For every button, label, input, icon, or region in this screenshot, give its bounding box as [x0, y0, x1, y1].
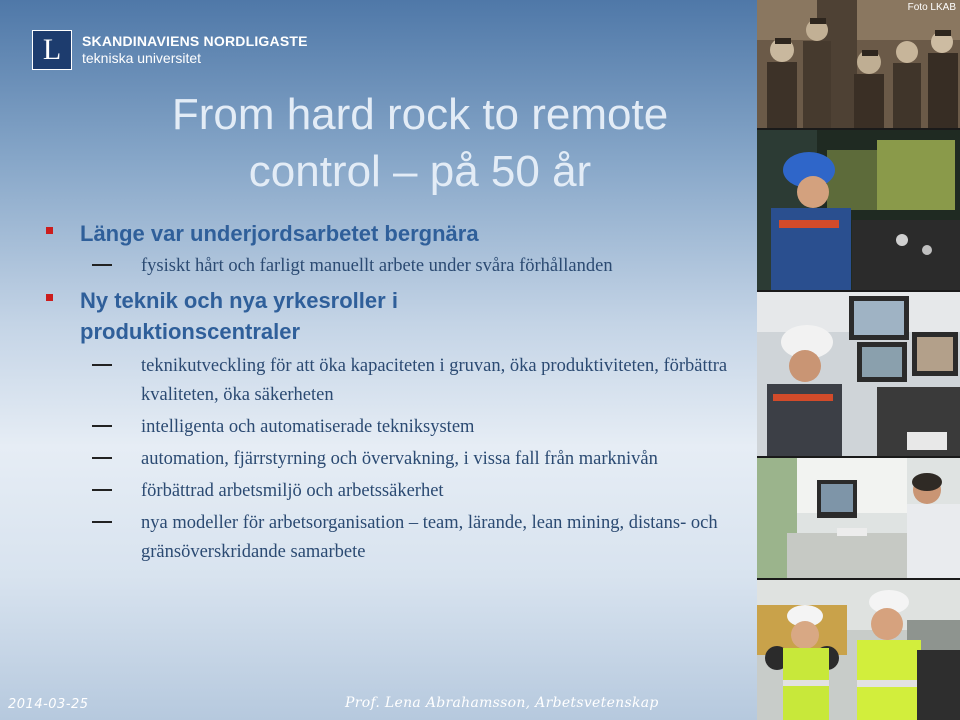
sub-bullet-item — [40, 252, 750, 281]
bullet-square-icon — [46, 294, 53, 301]
university-logo — [32, 30, 308, 70]
logo-line-2: tekniska universitet — [82, 50, 202, 66]
sub-bullet-item — [40, 413, 750, 442]
title-line-1: From hard rock to remote — [171, 90, 669, 139]
bullet-item — [40, 285, 750, 347]
dash-icon — [92, 457, 112, 459]
bullet-text: Länge var underjordsarbetet bergnära — [80, 221, 479, 246]
photo-historic-miners — [757, 0, 960, 128]
photo-column — [757, 0, 960, 720]
photo-office-workstation — [757, 458, 960, 578]
sub-bullet-text: nya modeller för arbetsorganisation – team, lärande, lean mining, distans- och gränsöverskridande samarbete — [141, 513, 718, 562]
sub-bullet-item — [40, 445, 750, 474]
dash-icon — [92, 521, 112, 523]
bullet-square-icon — [46, 227, 53, 234]
bullet-text: Ny teknik och nya yrkesroller i produktionscentraler — [80, 288, 398, 344]
dash-icon — [92, 425, 112, 427]
photo-operator-cabin — [757, 130, 960, 290]
logo-mark: L — [32, 30, 72, 70]
logo-text — [82, 33, 308, 67]
dash-icon — [92, 364, 112, 366]
footer-date: 2014-03-25 — [8, 697, 89, 712]
title-line-2: control – på 50 år — [248, 147, 592, 196]
photo-control-room-monitors — [757, 292, 960, 456]
logo-line-1: SKANDINAVIENS NORDLIGASTE — [82, 33, 308, 49]
sub-bullet-text: teknikutveckling för att öka kapaciteten i gruvan, öka produktiviteten, förbättra kvaliteten, öka säkerheten — [141, 356, 728, 405]
sub-bullet-item — [40, 352, 750, 410]
sub-bullet-item — [40, 509, 750, 567]
sub-bullet-text: automation, fjärrstyrning och övervakning, i vissa fall från marknivån — [141, 449, 658, 469]
dash-icon — [92, 489, 112, 491]
sub-bullet-text: förbättrad arbetsmiljö och arbetssäkerhet — [141, 481, 444, 501]
sub-bullet-item — [40, 477, 750, 506]
slide-title — [90, 86, 750, 200]
bullet-item — [40, 218, 750, 249]
sub-bullet-text: intelligenta och automatiserade tekniksystem — [141, 417, 475, 437]
dash-icon — [92, 264, 112, 266]
footer-author: Prof. Lena Abrahamsson, Arbetsvetenskap — [345, 695, 659, 711]
bullet-list — [40, 214, 750, 567]
photo-hivis-workers — [757, 580, 960, 720]
sub-bullet-text: fysiskt hårt och farligt manuellt arbete under svåra förhållanden — [141, 256, 613, 276]
photo-credit: Foto LKAB — [907, 2, 956, 13]
